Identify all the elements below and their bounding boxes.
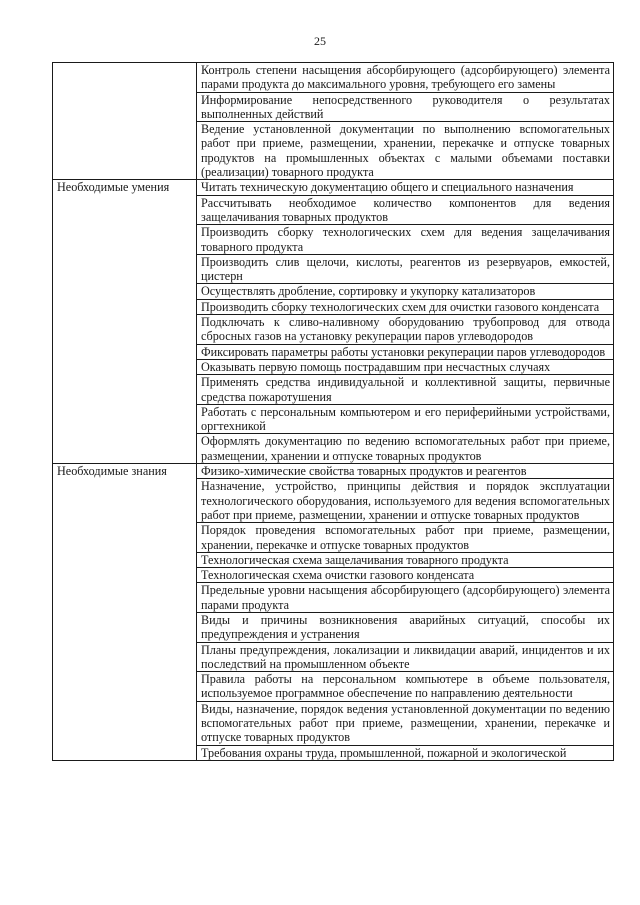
table-cell: Рассчитывать необходимое количество компонентов для ведения защелачивания товарных продуктов — [197, 195, 614, 225]
table-cell: Виды и причины возникновения аварийных ситуаций, способы их предупреждения и устранения — [197, 612, 614, 642]
table-cell: Осуществлять дробление, сортировку и укупорку катализаторов — [197, 284, 614, 299]
table-cell: Предельные уровни насыщения абсорбирующего (адсорбирующего) элемента парами продукта — [197, 583, 614, 613]
table-cell: Оказывать первую помощь пострадавшим при несчастных случаях — [197, 359, 614, 374]
table-cell: Подключать к сливо-наливному оборудованию трубопровод для отвода сбросных газов на установку рекуперации паров углеводородов — [197, 315, 614, 345]
section-label-knowledge: Необходимые знания — [53, 464, 197, 761]
table-cell: Применять средства индивидуальной и коллективной защиты, первичные средства пожаротушения — [197, 375, 614, 405]
table-cell: Технологическая схема защелачивания товарного продукта — [197, 552, 614, 567]
page-number: 25 — [314, 34, 326, 48]
table-cell: Производить сборку технологических схем для ведения защелачивания товарного продукта — [197, 225, 614, 255]
table-cell: Назначение, устройство, принципы действия и порядок эксплуатации технологического оборудования, используемого для ведения вспомогательных работ при приеме, размещении, хранении и отпуске товарных продуктов — [197, 479, 614, 523]
table-cell: Порядок проведения вспомогательных работ при приеме, размещении, хранении, перекачке и отпуске товарных продуктов — [197, 523, 614, 553]
table-cell: Читать техническую документацию общего и специального назначения — [197, 180, 614, 195]
competency-table — [52, 62, 614, 761]
table-cell: Фиксировать параметры работы установки рекуперации паров углеводородов — [197, 344, 614, 359]
table-cell: Информирование непосредственного руководителя о результатах выполненных действий — [197, 92, 614, 122]
table-cell: Планы предупреждения, локализации и ликвидации аварий, инцидентов и их последствий на промышленном объекте — [197, 642, 614, 672]
table-cell: Оформлять документацию по ведению вспомогательных работ при приеме, размещении, хранении и отпуске товарных продуктов — [197, 434, 614, 464]
table-row — [53, 180, 614, 195]
table-cell: Производить сборку технологических схем для очистки газового конденсата — [197, 299, 614, 314]
table-cell: Производить слив щелочи, кислоты, реагентов из резервуаров, емкостей, цистерн — [197, 254, 614, 284]
table-cell: Ведение установленной документации по выполнению вспомогательных работ при приеме, размещении, хранении, перекачке и отпуске товарных продуктов на промышленных объектах с малыми объемами поставки (реализации) товарного продукта — [197, 122, 614, 180]
table-cell: Правила работы на персональном компьютере в объеме пользователя, используемое программное обеспечение по направлению деятельности — [197, 672, 614, 702]
table-cell: Работать с персональным компьютером и его периферийными устройствами, оргтехникой — [197, 404, 614, 434]
section-label-skills: Необходимые умения — [53, 180, 197, 464]
table-row — [53, 63, 614, 93]
section-label-continued — [53, 63, 197, 180]
table-cell: Требования охраны труда, промышленной, пожарной и экологической — [197, 745, 614, 760]
table-cell: Технологическая схема очистки газового конденсата — [197, 568, 614, 583]
table-cell: Контроль степени насыщения абсорбирующего (адсорбирующего) элемента парами продукта до максимального уровня, требующего его замены — [197, 63, 614, 93]
table-cell: Физико-химические свойства товарных продуктов и реагентов — [197, 464, 614, 479]
table-row — [53, 464, 614, 479]
table-cell: Виды, назначение, порядок ведения установленной документации по ведению вспомогательных работ при приеме, размещении, хранении, перекачке и отпуске товарных продуктов — [197, 701, 614, 745]
